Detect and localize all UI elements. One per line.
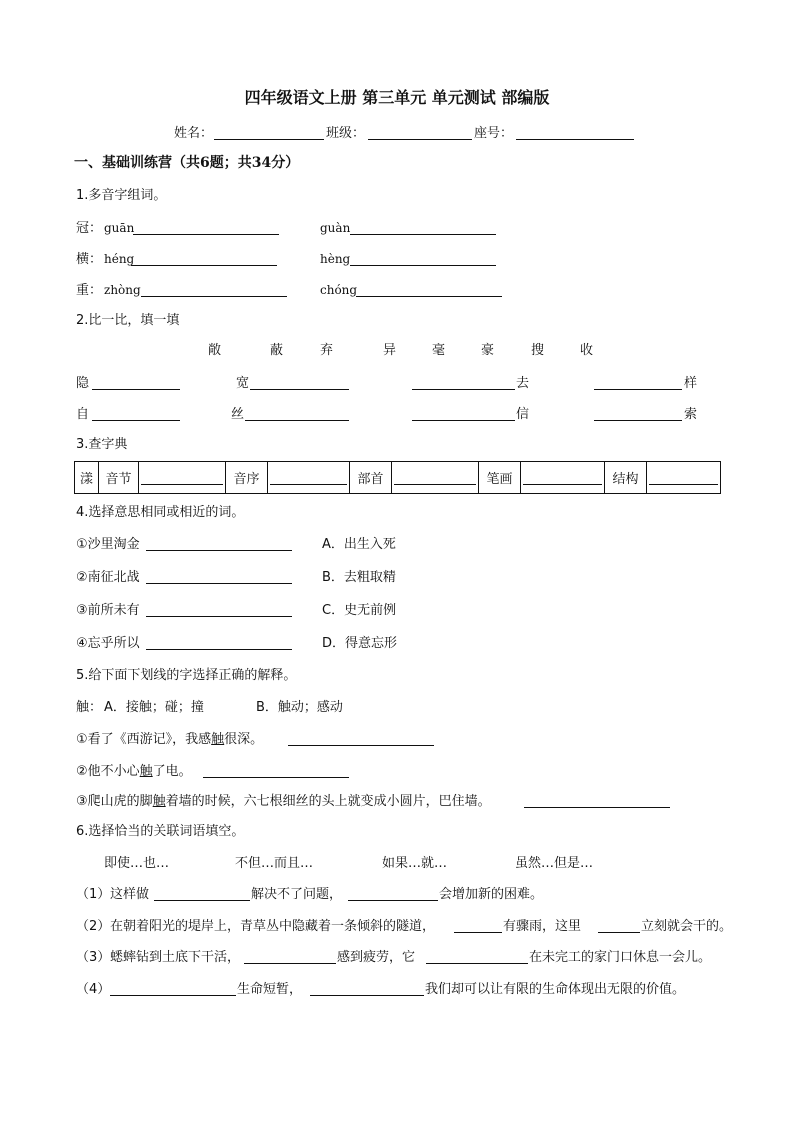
q2-blank[interactable]: [250, 389, 349, 390]
class-blank[interactable]: [368, 139, 472, 140]
q1-blank-1a[interactable]: [133, 234, 279, 235]
q1-blank-3b[interactable]: [356, 296, 502, 297]
q2-char: 毫: [432, 343, 446, 358]
q2-row1-d: 样: [684, 376, 698, 391]
q6-s3-b: 感到疲劳，它: [337, 950, 416, 965]
q4-blank[interactable]: [146, 649, 292, 650]
q4-item-4: ④忘乎所以: [76, 636, 140, 651]
q6-s1-a: 这样做: [110, 887, 150, 902]
q2-row2-c: 信: [516, 407, 530, 422]
q6-s3-c: 在未完工的家门口休息一会儿。: [529, 950, 712, 965]
q3-cell-strokes[interactable]: [521, 462, 605, 494]
q1-pinyin-3a: zhòng: [104, 283, 141, 297]
q6-option: 不但…而且…: [235, 856, 314, 871]
q3-cell-order[interactable]: [268, 462, 350, 494]
q5-def-b: B．触动；感动: [256, 700, 343, 715]
q5-def-a: A．接触；碰；撞: [104, 700, 204, 715]
q1-pinyin-2b: hèng: [320, 252, 351, 266]
q1-pinyin-1a: guān: [104, 221, 135, 235]
q4-option-a: A．出生入死: [322, 537, 396, 552]
q1-blank-3a[interactable]: [141, 296, 287, 297]
q4-item-2: ②南征北战: [76, 570, 140, 585]
q6-s4-a: 生命短暂，: [237, 982, 303, 997]
q5-sentence-3: ③爬山虎的脚触着墙的时候，六七根细丝的头上就变成小圆片，巴住墙。: [76, 794, 491, 809]
q6-s3-a: 蟋蟀钻到土底下干活，: [110, 950, 241, 965]
q2-char: 异: [383, 343, 397, 358]
q2-row1-a: 隐: [76, 376, 90, 391]
q4-blank[interactable]: [146, 616, 292, 617]
q6-title: 6.选择恰当的关联词语填空。: [76, 824, 245, 839]
q2-blank[interactable]: [92, 389, 180, 390]
dictionary-table: [74, 461, 721, 494]
q2-title: 2.比一比，填一填: [76, 313, 180, 328]
q2-blank[interactable]: [412, 420, 515, 421]
q6-s1-num: （1）: [76, 887, 111, 902]
q1-blank-2a[interactable]: [131, 265, 277, 266]
section-header: 一、基础训练营（共6题；共34分）: [74, 155, 300, 171]
q3-label-radical: 部首: [350, 462, 392, 494]
q5-blank[interactable]: [288, 745, 434, 746]
q3-char: 漾: [75, 462, 99, 494]
q3-label-syllable: 音节: [99, 462, 139, 494]
q4-blank[interactable]: [146, 583, 292, 584]
underlined-char: 触: [152, 794, 166, 809]
q6-s2-b: 有骤雨，这里: [503, 919, 582, 934]
q1-char-1: 冠：: [76, 221, 103, 236]
q2-row2-d: 索: [684, 407, 698, 422]
q3-label-structure: 结构: [605, 462, 647, 494]
q3-cell-radical[interactable]: [392, 462, 479, 494]
q6-s1-b: 解决不了问题，: [251, 887, 343, 902]
q6-blank[interactable]: [244, 963, 336, 964]
q2-char: 豪: [481, 343, 495, 358]
q6-blank[interactable]: [310, 995, 424, 996]
q1-pinyin-3b: chóng: [320, 283, 358, 297]
q4-title: 4.选择意思相同或相近的词。: [76, 505, 245, 520]
q2-char: 收: [580, 343, 594, 358]
q4-item-1: ①沙里淘金: [76, 537, 140, 552]
page-title: 四年级语文上册 第三单元 单元测试 部编版: [244, 88, 550, 107]
q2-row2-b: 丝: [231, 407, 245, 422]
q6-s2-num: （2）: [76, 919, 111, 934]
q5-sentence-1: ①看了《西游记》，我感触很深。: [76, 732, 264, 747]
q4-option-b: B．去粗取精: [322, 570, 396, 585]
q3-cell-syllable[interactable]: [139, 462, 226, 494]
q6-s4-b: 我们却可以让有限的生命体现出无限的价值。: [425, 982, 686, 997]
q1-blank-2b[interactable]: [350, 265, 496, 266]
q2-blank[interactable]: [92, 420, 180, 421]
q3-cell-structure[interactable]: [647, 462, 721, 494]
q6-blank[interactable]: [426, 963, 528, 964]
q1-char-3: 重：: [76, 283, 103, 298]
underlined-char: 触: [139, 764, 153, 779]
q6-blank[interactable]: [598, 932, 640, 933]
name-label: 姓名：: [174, 126, 214, 141]
q2-row2-a: 自: [76, 407, 90, 422]
q2-row1-c: 去: [516, 376, 530, 391]
q2-char: 蔽: [270, 343, 284, 358]
q4-blank[interactable]: [146, 550, 292, 551]
q6-s2-c: 立刻就会干的。: [641, 919, 733, 934]
q6-option: 如果…就…: [382, 856, 448, 871]
q3-label-strokes: 笔画: [479, 462, 521, 494]
q4-item-3: ③前所未有: [76, 603, 140, 618]
q5-blank[interactable]: [203, 777, 349, 778]
q5-def-head: 触：: [76, 700, 103, 715]
q1-blank-1b[interactable]: [350, 234, 496, 235]
q1-pinyin-1b: guàn: [320, 221, 351, 235]
q5-sentence-2: ②他不小心触了电。: [76, 764, 192, 779]
q6-blank[interactable]: [154, 900, 250, 901]
q2-blank[interactable]: [412, 389, 515, 390]
q6-s3-num: （3）: [76, 950, 111, 965]
q6-blank[interactable]: [110, 995, 236, 996]
q2-char: 敞: [208, 343, 222, 358]
q6-option: 虽然…但是…: [515, 856, 594, 871]
q5-blank[interactable]: [524, 807, 670, 808]
q1-title: 1.多音字组词。: [76, 188, 167, 203]
seat-blank[interactable]: [516, 139, 634, 140]
q3-label-order: 音序: [226, 462, 268, 494]
q2-char: 弃: [320, 343, 334, 358]
q6-s1-c: 会增加新的困难。: [439, 887, 544, 902]
q5-title: 5.给下面下划线的字选择正确的解释。: [76, 668, 297, 683]
q2-blank[interactable]: [594, 389, 682, 390]
q1-pinyin-2a: héng: [104, 252, 135, 266]
class-label: 班级：: [326, 126, 366, 141]
q6-blank[interactable]: [348, 900, 438, 901]
q3-title: 3.查字典: [76, 437, 128, 452]
q6-s2-a: 在朝着阳光的堤岸上，青草丛中隐藏着一条倾斜的隧道，: [110, 919, 436, 934]
q1-char-2: 横：: [76, 252, 103, 267]
seat-label: 座号：: [474, 126, 514, 141]
q4-option-d: D．得意忘形: [322, 636, 398, 651]
q4-option-c: C．史无前例: [322, 603, 397, 618]
q6-blank[interactable]: [454, 932, 502, 933]
name-blank[interactable]: [214, 139, 324, 140]
q2-blank[interactable]: [245, 420, 349, 421]
q2-blank[interactable]: [594, 420, 682, 421]
q6-s4-num: （4）: [76, 982, 111, 997]
underlined-char: 触: [211, 732, 225, 747]
q2-row1-b: 宽: [236, 376, 250, 391]
q6-option: 即使…也…: [104, 856, 170, 871]
q2-char: 搜: [531, 343, 545, 358]
